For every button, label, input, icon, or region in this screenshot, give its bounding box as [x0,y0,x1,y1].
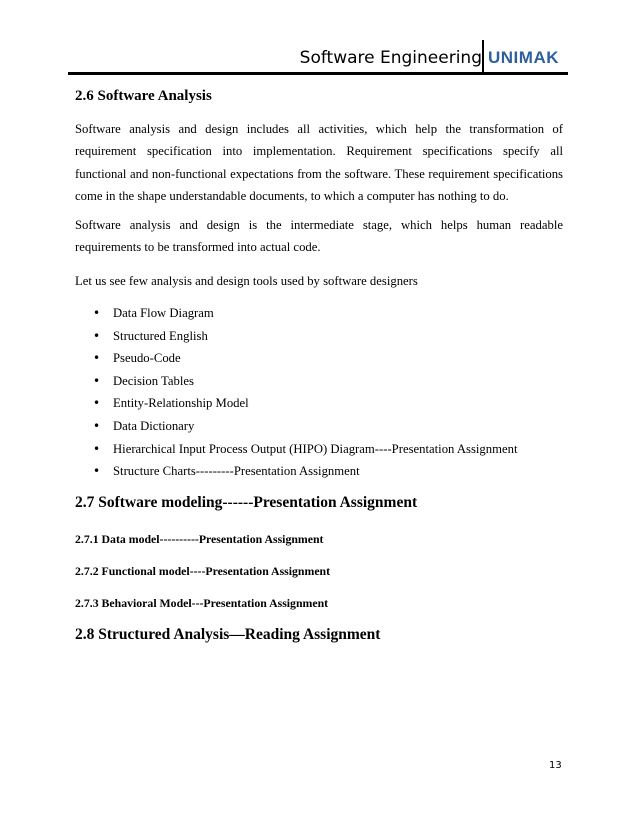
section-heading-2-8: 2.8 Structured Analysis—Reading Assignment [75,626,381,643]
header-divider [482,40,484,74]
bullet-icon: • [93,306,101,320]
list-item-text: Data Dictionary [113,418,195,433]
section-heading-2-6: 2.6 Software Analysis [75,88,212,104]
list-item [75,392,563,415]
tools-list [75,302,563,483]
list-item [75,302,563,325]
page-number: 13 [549,760,562,771]
bullet-icon: • [93,441,101,456]
bullet-icon: • [93,396,101,411]
list-item-text: Hierarchical Input Process Output (HIPO) Diagram----Presentation Assignment [113,441,518,456]
subsection-heading-2-7-3: 2.7.3 Behavioral Model---Presentation Assignment [75,596,329,610]
subsection-heading-2-7-1: 2.7.1 Data model----------Presentation Assignment [75,532,324,546]
header-brand-logo: UNIMAK [488,48,559,67]
bullet-icon: • [93,464,101,479]
paragraph-1: Software analysis and design includes all activities, which help the transformation of requirement specification into implementation. Requirement specifications specify all functional and non-functional expectations from the software. These requirement specifications come in the shape understandable documents, to which a computer has nothing to do. [75,122,563,203]
bullet-icon: • [93,373,101,388]
list-item [75,438,563,461]
list-item-text: Structure Charts---------Presentation Assignment [113,464,360,479]
bullet-icon: • [93,328,101,343]
list-item-text: Entity-Relationship Model [113,396,249,411]
paragraph-3: Let us see few analysis and design tools used by software designers [75,274,418,288]
list-item [75,460,563,483]
list-item-text: Decision Tables [113,373,194,388]
bullet-icon: • [93,351,101,366]
section-heading-2-7: 2.7 Software modeling------Presentation Assignment [75,494,418,511]
list-item [75,370,563,393]
header-title: Software Engineering [299,48,482,68]
list-item [75,325,563,348]
subsection-heading-2-7-2: 2.7.2 Functional model----Presentation Assignment [75,564,331,578]
list-item [75,347,563,370]
list-item-text: Structured English [113,328,208,343]
list-item [75,415,563,438]
paragraph-2: Software analysis and design is the intermediate stage, which helps human readable requirements to be transformed into actual code. [75,218,563,255]
list-item-text: Pseudo-Code [113,351,181,366]
list-item-text: Data Flow Diagram [113,306,214,320]
bullet-icon: • [93,418,101,433]
page-header [68,36,568,75]
